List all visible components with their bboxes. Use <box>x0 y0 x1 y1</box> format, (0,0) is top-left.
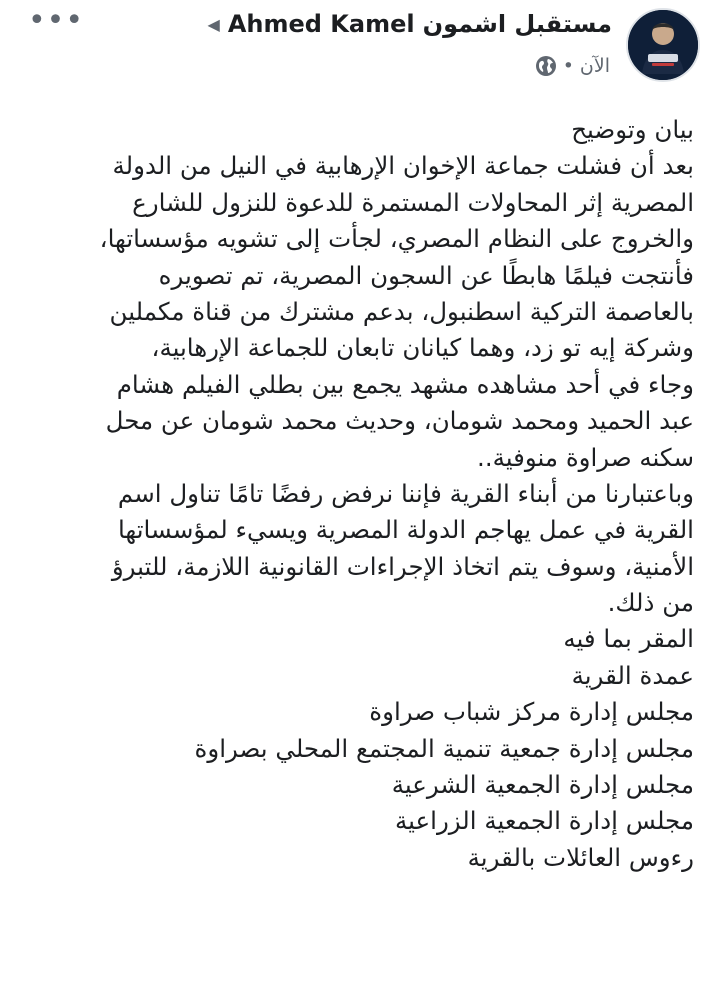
post-text-line: فأنتجت فيلمًا هابطًا عن السجون المصرية، تم تصويره <box>158 260 694 290</box>
post-text-line: عبد الحميد ومحمد شومان، وحديث محمد شومان عن محل <box>105 406 694 436</box>
post-text-line: المصرية إثر المحاولات المستمرة للدعوة للنزول للشارع <box>132 187 694 217</box>
post-text-line: مجلس إدارة مركز شباب صراوة <box>369 697 694 727</box>
post-text-line: الأمنية، وسوف يتم اتخاذ الإجراءات القانونية اللازمة، للتبرؤ <box>111 551 694 581</box>
post-text-line: وشركة إيه تو زد، وهما كيانان تابعان للجماعة الإرهابية، <box>151 333 694 363</box>
globe-icon[interactable] <box>535 55 557 77</box>
avatar-image-icon <box>628 10 698 80</box>
post-text-line: سكنه صراوة منوفية.. <box>477 442 694 472</box>
post-timestamp[interactable]: الآن <box>579 55 610 77</box>
post-text-line: مجلس إدارة الجمعية الشرعية <box>391 770 694 800</box>
post-text-line: رءوس العائلات بالقرية <box>467 842 694 872</box>
post-text-line: القرية في عمل يهاجم الدولة المصرية ويسيء لمؤسساتها <box>117 515 694 545</box>
post-text-line: مجلس إدارة الجمعية الزراعية <box>394 806 694 836</box>
post-text-line: بعد أن فشلت جماعة الإخوان الإرهابية في النيل من الدولة <box>112 151 694 181</box>
author-name-link[interactable]: Ahmed Kamel <box>227 10 415 38</box>
post-text-line: والخروج على النظام المصري، لجأت إلى تشويه مؤسساتها، <box>99 224 694 254</box>
post-text <box>18 112 694 876</box>
post-text-line: المقر بما فيه <box>563 624 694 654</box>
post-text-line: وباعتبارنا من أبناء القرية فإننا نرفض رفضًا تامًا تناول اسم <box>117 478 694 508</box>
post-header <box>0 0 720 96</box>
post-text-line: مجلس إدارة جمعية تنمية المجتمع المحلي بصراوة <box>194 733 694 763</box>
page-avatar[interactable] <box>626 8 700 82</box>
page-name-link[interactable]: مستقبل اشمون <box>422 10 612 38</box>
post-text-line: بيان وتوضيح <box>571 115 694 144</box>
more-options-button[interactable]: ••• <box>27 3 85 38</box>
post-text-line: عمدة القرية <box>571 660 694 690</box>
post-meta <box>535 52 610 80</box>
post-text-line: بالعاصمة التركية اسطنبول، بدعم مشترك من قناة مكملين <box>109 296 694 326</box>
meta-separator: • <box>562 55 574 77</box>
post-title-row <box>208 4 612 44</box>
shared-to-arrow-icon: ◀ <box>207 14 220 34</box>
post-text-line: وجاء في أحد مشاهده مشهد يجمع بين بطلي الفيلم هشام <box>116 369 694 399</box>
post-text-line: من ذلك. <box>607 588 694 618</box>
